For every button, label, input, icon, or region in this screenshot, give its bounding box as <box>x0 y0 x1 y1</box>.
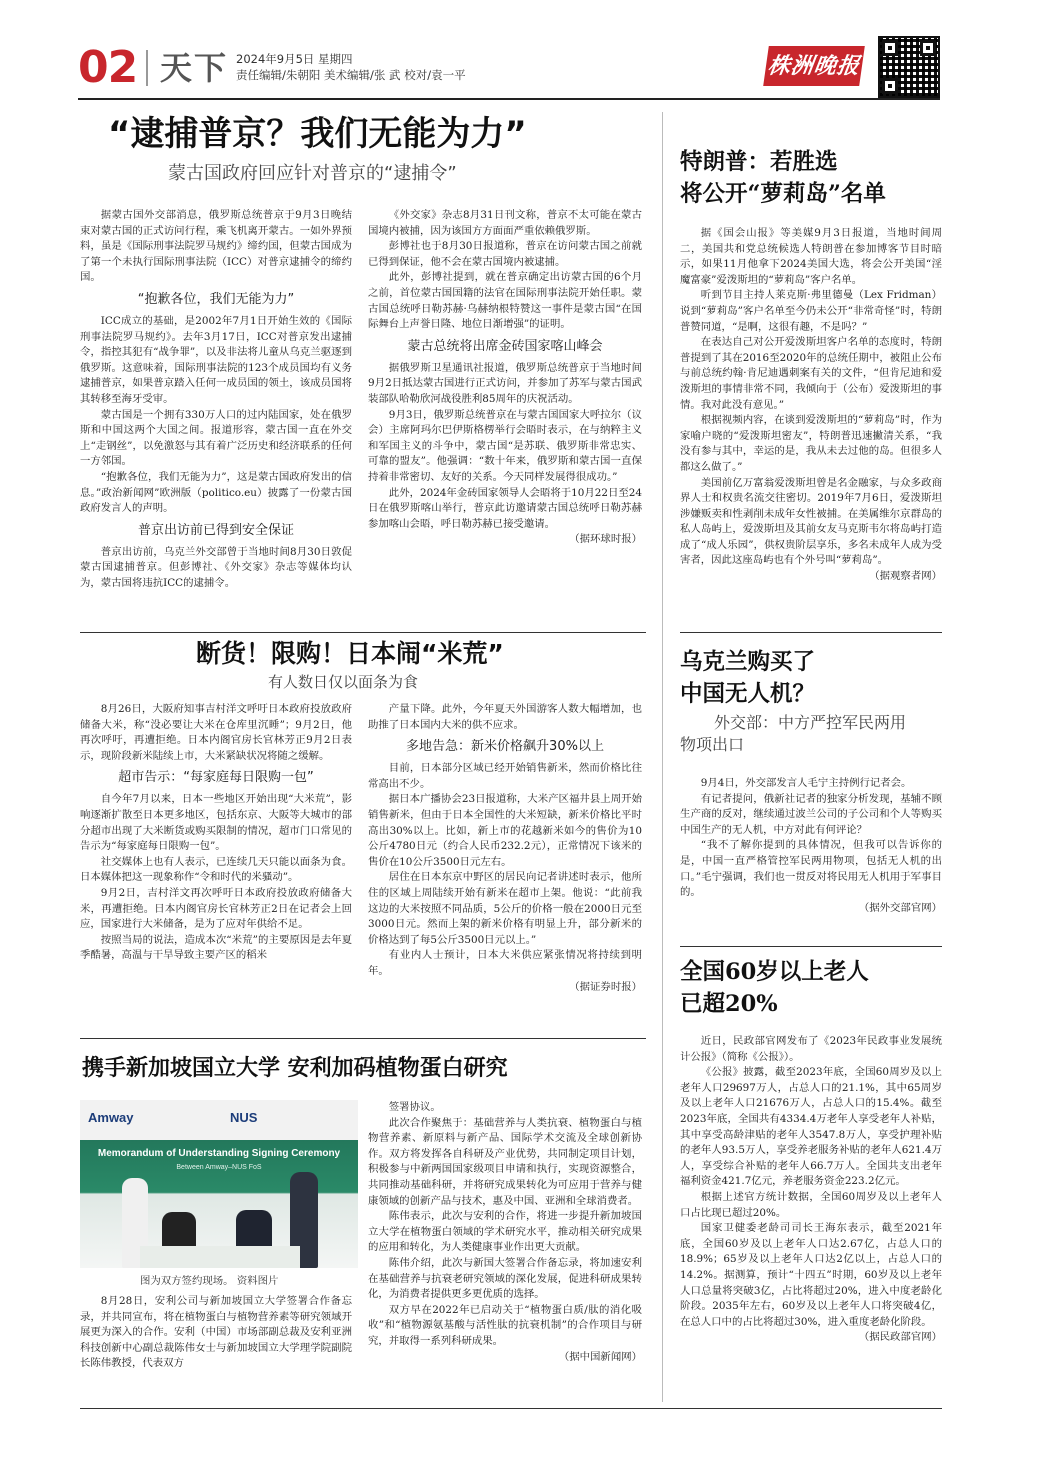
paragraph: 双方早在2022年已启动关于“植物蛋白质/肽的消化吸收”和“植物源氨基酸与活性肽的抗衰机制”的合作项目与研究，并取得一系列科研成果。 <box>368 1303 642 1347</box>
source-credit: （据环球时报） <box>569 533 642 546</box>
paragraph: 根据视频内容，在谈到爱泼斯坦的“萝莉岛”时，作为家喻户晓的“爱泼斯坦密友”，特朗普迅速撇清关系，“我没有参与其中，幸运的是，我从未去过他的岛。但很多人都这么做了。” <box>680 414 942 473</box>
article5-title: 携手新加坡国立大学 安利加码植物蛋白研究 <box>82 1056 508 1081</box>
article1-column-1 <box>80 208 352 628</box>
paragraph: 据蒙古国外交部消息，俄罗斯总统普京于9月3日晚结束对蒙古国的正式访问行程，乘飞机离开蒙古。一如外界预料，虽是《国际刑事法院罗马规约》缔约国，但蒙古国成为了第一个未执行国际刑事法院（ICC）对普京逮捕令的缔约国。 <box>80 209 352 284</box>
article4-subtitle-line-2: 物项出口 <box>680 735 745 754</box>
article4-title-line-1: 乌克兰购买了 <box>680 649 816 675</box>
paragraph: 陈伟表示，此次与安利的合作，将进一步提升新加坡国立大学在植物蛋白领域的学术研究水平，推动相关研究成果的应用和转化，为人类健康事业作出更大贡献。 <box>368 1210 642 1254</box>
signing-table <box>140 1246 300 1268</box>
paragraph: 产量下降。此外，今年夏天外国游客人数大幅增加，也助推了日本国内大米的供不应求。 <box>368 703 642 731</box>
page-number: 02 <box>78 42 138 93</box>
article1-column-2 <box>368 208 642 628</box>
photo-banner-subtitle: Between Amway–NUS FoS <box>176 1164 262 1171</box>
article4-subtitle <box>680 712 942 756</box>
article1-title: “逮捕普京？我们无能为力” <box>108 114 527 154</box>
article2-title-line-1: 特朗普：若胜选 <box>680 149 838 175</box>
paragraph: 目前，日本部分区域已经开始销售新米，然而价格比往常高出不少。 <box>368 762 642 790</box>
signing-ceremony-photo <box>80 1100 358 1268</box>
paragraph: 美国前亿万富翁爱泼斯坦曾是名金融家，与众多政商界人士和权贵名流交往密切。2019年7月6日，爱泼斯坦涉嫌贩卖和性剥削未成年女性被捕。在美属维尔京群岛的私人岛屿上，爱泼斯坦及其前女友马克斯韦尔将岛屿打造成了“成人乐园”，供权贵阶层享乐，多名未成年人成为受害者，因此这座岛屿也有个外号叫“萝莉岛”。 <box>680 476 942 567</box>
paragraph: 近日，民政部官网发布了《2023年民政事业发展统计公报》（简称《公报》）。 <box>680 1035 942 1063</box>
column-divider <box>662 112 663 1402</box>
header-rule <box>78 98 940 100</box>
article2-body <box>680 226 942 646</box>
paragraph: “我不了解你提到的具体情况，但我可以告诉你的是，中国一直严格管控军民两用物项，包括无人机的出口。”毛宁强调，我们也一贯反对将民用无人机用于军事目的。 <box>680 839 942 899</box>
article-divider <box>80 632 646 633</box>
paragraph: 按照当局的说法，造成本次“米荒”的主要原因是去年夏季酷暑，高温与干旱导致主要产区的稻米 <box>80 933 352 962</box>
article2-title-line-2: 将公开“萝莉岛”名单 <box>680 181 886 207</box>
subheading: “抱歉各位，我们无能为力” <box>137 291 295 307</box>
article6-title-line-1: 全国60岁以上老人 <box>680 959 869 985</box>
article4-body <box>680 776 942 960</box>
article3-subtitle: 有人数日仅以面条为食 <box>268 673 419 691</box>
paragraph: 国家卫健委老龄司司长王海东表示，截至2021年底，全国60岁及以上老年人口达2.67亿，占总人口的18.9%；65岁及以上老年人口达2亿以上，占总人口的14.2%。据测算，预计“十四五”时期，60岁及以上老年人口总量将突破3亿，占比将超过20%，进入中度老龄化阶段。2035年左右，60岁及以上老年人口将突破4亿，在总人口中的占比将超过30%，进入重度老龄化阶段。 <box>680 1222 942 1328</box>
article1-subtitle: 蒙古国政府回应针对普京的“逮捕令” <box>168 163 457 184</box>
paragraph: 有记者提问，俄新社记者的独家分析发现，基辅不顾生产商的反对，继续通过波兰公司的子公司和个人等购买中国生产的无人机，中方对此有何评论？ <box>680 792 942 836</box>
paragraph: 彭博社也于8月30日报道称，普京在访问蒙古国之前就已得到保证，他不会在蒙古国境内被逮捕。 <box>368 240 642 268</box>
article6-title <box>680 956 942 1020</box>
paragraph: 普京出访前，乌克兰外交部曾于当地时间8月30日敦促蒙古国逮捕普京。但彭博社、《外交家》杂志等媒体均认为，蒙古国将违抗ICC的逮捕令。 <box>80 545 352 589</box>
newspaper-logo: 株洲晚报 <box>763 46 865 86</box>
paragraph: 8月26日，大阪府知事吉村洋文呼吁日本政府投放政府储备大米，称“没必要让大米在仓库里沉睡”；9月2日，他再次呼吁，再遭拒绝。日本内阁官房长官林芳正9月2日表示，现阶段新米陆续上市，大米紧缺状况将随之缓解。 <box>80 703 352 762</box>
article2-title <box>680 146 942 210</box>
source-credit: （据民政部官网） <box>858 1331 942 1344</box>
amway-logo: Amway <box>88 1110 134 1125</box>
article3-column-1 <box>80 702 352 1030</box>
header-divider <box>146 50 148 86</box>
paragraph: 《公报》披露，截至2023年底，全国60周岁及以上老年人口29697万人，占总人口的21.1%，其中65周岁及以上老年人口21676万人，占总人口的15.4%。截至2023年底，全国共有4334.4万老年人享受老年人补贴，其中享受高龄津贴的老年人3547.8万人，享受护理补贴的老年人93.5万人，享受养老服务补贴的老年人621.4万人，享受综合补贴的老年人66.7万人。全国共支出老年福利资金421.7亿元，养老服务资金223.2亿元。 <box>680 1066 942 1188</box>
subheading: 普京出访前已得到安全保证 <box>137 522 294 538</box>
source-credit: （据证券时报） <box>569 980 642 993</box>
article-divider-right-2 <box>680 946 942 947</box>
paragraph: 此外，彭博社提到，就在普京确定出访蒙古国的6个月之前，首位蒙古国国籍的法官在国际刑事法院开始任职。蒙古国总统呼日勒苏赫·乌赫纳根特赞这一事件是蒙古国“在国际舞台上声誉日隆、地位日渐增强”的证明。 <box>368 271 642 331</box>
paragraph: 8月28日，安利公司与新加坡国立大学签署合作备忘录，并共同宣布，将在植物蛋白与植物营养素等研究领域开展更为深入的合作。安利（中国）市场部副总裁及安利亚洲科技创新中心副总裁陈伟女士与新加坡国立大学理学院副院长陈伟教授，代表双方 <box>80 1295 352 1370</box>
section-title: 天下 <box>160 49 229 87</box>
editor-credits: 责任编辑/朱朝阳 美术编辑/张 武 校对/袁一平 <box>236 68 466 82</box>
paragraph: “抱歉各位，我们无能为力”，这是蒙古国政府发出的信息。”政治新闻网”欧洲版（politico.eu）披露了一份蒙古国政府发言人的声明。 <box>80 470 352 515</box>
paragraph: 在表达自己对公开爱泼斯坦客户名单的态度时，特朗普提到了其在2016至2020年的总统任期中，被阻止公布与前总统约翰·肯尼迪遇刺案有关的文件，“但肯尼迪和爱泼斯坦的事情非常不同，我倾向于（公布）爱泼斯坦的事情。我对此没有意见。” <box>680 336 942 411</box>
subheading: 蒙古总统将出席金砖国家喀山峰会 <box>407 338 603 354</box>
article3-title: 断货！限购！日本闹“米荒” <box>196 639 504 668</box>
source-credit: （据中国新闻网） <box>558 1350 642 1363</box>
paragraph: 社交媒体上也有人表示，已连续几天只能以面条为食。日本媒体把这一现象称作“令和时代的米骚动”。 <box>80 855 352 884</box>
source-credit: （据外交部官网） <box>858 901 942 914</box>
paragraph: 9月2日，吉村洋文再次呼吁日本政府投放政府储备大米，再遭拒绝。日本内阁官房长官林芳正2日在记者会上回应，国家进行大米储备，是为了应对年供给不足。 <box>80 886 352 931</box>
paragraph: 据日本广播协会23日报道称，大米产区福井县上周开始销售新米，但由于日本全国性的大米短缺，新米价格比平时高出30%以上。比如，新上市的花越新米如今的售价为10公斤4780日元（约合人民币232.2元），正常情况下该米的售价在10公斤3500日元左右。 <box>368 793 642 868</box>
issue-date: 2024年9月5日 星期四 <box>236 52 353 66</box>
article4-title <box>680 646 942 710</box>
qr-code-icon <box>878 36 940 98</box>
article4-subtitle-line-1: 外交部：中方严控军民两用 <box>714 713 907 732</box>
paragraph: 签署协议。 <box>388 1101 441 1113</box>
source-credit: （据观察者网） <box>869 570 942 583</box>
article5-column-1 <box>80 1294 352 1404</box>
subheading: 超市告示：“每家庭每日限购一包” <box>118 770 314 786</box>
paragraph: 居住在日本东京中野区的居民向记者讲述时表示，他所住的区域上周陆续开始有新米在超市上架。他说：“此前我这边的大米按照不同品质，5公斤的价格一般在2000日元至3000日元。然而上架的新米价格有明显上升，部分新米的价格达到了每5公斤3500日元以上。” <box>368 871 642 946</box>
nus-logo: NUS <box>230 1110 258 1125</box>
paragraph: 9月4日，外交部发言人毛宁主持例行记者会。 <box>700 777 912 789</box>
paragraph: 根据上述官方统计数据，全国60周岁及以上老年人口占比现已超过20%。 <box>680 1190 942 1219</box>
paragraph: 9月3日，俄罗斯总统普京在与蒙古国国家大呼拉尔（议会）主席阿玛尔巴伊斯格楞举行会晤时表示，在与纳粹主义和军国主义的斗争中，蒙古国“是苏联、俄罗斯非常忠实、可靠的盟友”。他强调：“数十年来，俄罗斯和蒙古国一直保持着非常密切、友好的关系。今天同样发展得很成功。” <box>368 408 642 483</box>
paragraph: 据俄罗斯卫星通讯社报道，俄罗斯总统普京于当地时间9月2日抵达蒙古国进行正式访问，并参加了苏军与蒙古国武装部队哈勒欣河战役胜利85周年的庆祝活动。 <box>368 361 642 405</box>
article4-title-line-2: 中国无人机？ <box>680 681 816 707</box>
paragraph: 《外交家》杂志8月31日刊文称，普京不太可能在蒙古国境内被捕，因为该国方方面面严重依赖俄罗斯。 <box>368 209 642 237</box>
photo-banner-title: Memorandum of Understanding Signing Ceremony <box>97 1148 341 1159</box>
article3-column-2 <box>368 702 642 1030</box>
article6-title-line-2: 已超20% <box>680 991 778 1017</box>
paragraph: 此次合作聚焦于：基础营养与人类抗衰、植物蛋白与植物营养素、新原料与新产品、国际学术交流及全球创新协作。双方将发挥各自科研及产业优势，共同制定项目计划，积极参与中新两国国家级项目申请和执行，实现资源整合，共同推动基础科研，并将研究成果转化为可应用于营养与健康领域的创新产品与技术，惠及中国、亚洲和全球消费者。 <box>368 1116 642 1207</box>
paragraph: 此外，2024年金砖国家领导人会晤将于10月22日至24日在俄罗斯喀山举行，普京此访邀请蒙古国总统呼日勒苏赫参加喀山会晤，呼日勒苏赫已接受邀请。 <box>368 486 642 530</box>
paragraph: 有业内人士预计，日本大米供应紧张情况将持续到明年。 <box>368 949 642 977</box>
article6-body <box>680 1034 942 1404</box>
paragraph: ICC成立的基础，是2002年7月1日开始生效的《国际刑事法院罗马规约》。去年3月17日，ICC对普京发出逮捕令，指控其犯有“战争罪”，以及非法将儿童从乌克兰驱逐到俄罗斯。这意味着，国际刑事法院的123个成员国均有义务逮捕普京，如果普京踏入任何一成员国的领土，该成员国将其转移至海牙受审。 <box>80 314 352 405</box>
article-divider-right <box>680 632 942 633</box>
article5-column-2 <box>368 1100 642 1404</box>
photo-caption: 图为双方签约现场。 资料图片 <box>140 1275 279 1287</box>
paragraph: 蒙古国是一个拥有330万人口的过内陆国家，处在俄罗斯和中国这两个大国之间。报道形容，蒙古国一直在外交上“走钢丝”，以免激怒与其有着广泛历史和经济联系的任何一方邻国。 <box>80 408 352 468</box>
footer-rule <box>80 1408 942 1409</box>
paragraph: 据《国会山报》等美媒9月3日报道，当地时间周二，美国共和党总统候选人特朗普在参加博客节目时暗示，如果11月他拿下2024美国大选，将会公开美国“淫魔富豪”爱泼斯坦的“萝莉岛”客户名单。 <box>680 227 942 286</box>
paragraph: 陈伟介绍，此次与新国大签署合作备忘录，将加速安利在基础营养与抗衰老研究领域的深化发展，促进科研成果转化，为消费者提供更多更优质的选择。 <box>368 1256 642 1301</box>
article-divider-2 <box>80 1038 646 1039</box>
subheading: 多地告急：新米价格飙升30%以上 <box>406 739 604 755</box>
paragraph: 听到节目主持人莱克斯·弗里德曼（Lex Fridman）说到“萝莉岛”客户名单至今仍未公开“非常奇怪”时，特朗普赞同道，“是啊，这很有趣，不是吗？” <box>680 289 942 333</box>
paragraph: 自今年7月以来，日本一些地区开始出现“大米荒”，影响逐渐扩散至日本更多地区，包括东京、大阪等大城市的部分超市出现了大米断货或购买限制的情况，超市门口常见的告示为“每家庭每日限购一包”。 <box>80 793 352 853</box>
